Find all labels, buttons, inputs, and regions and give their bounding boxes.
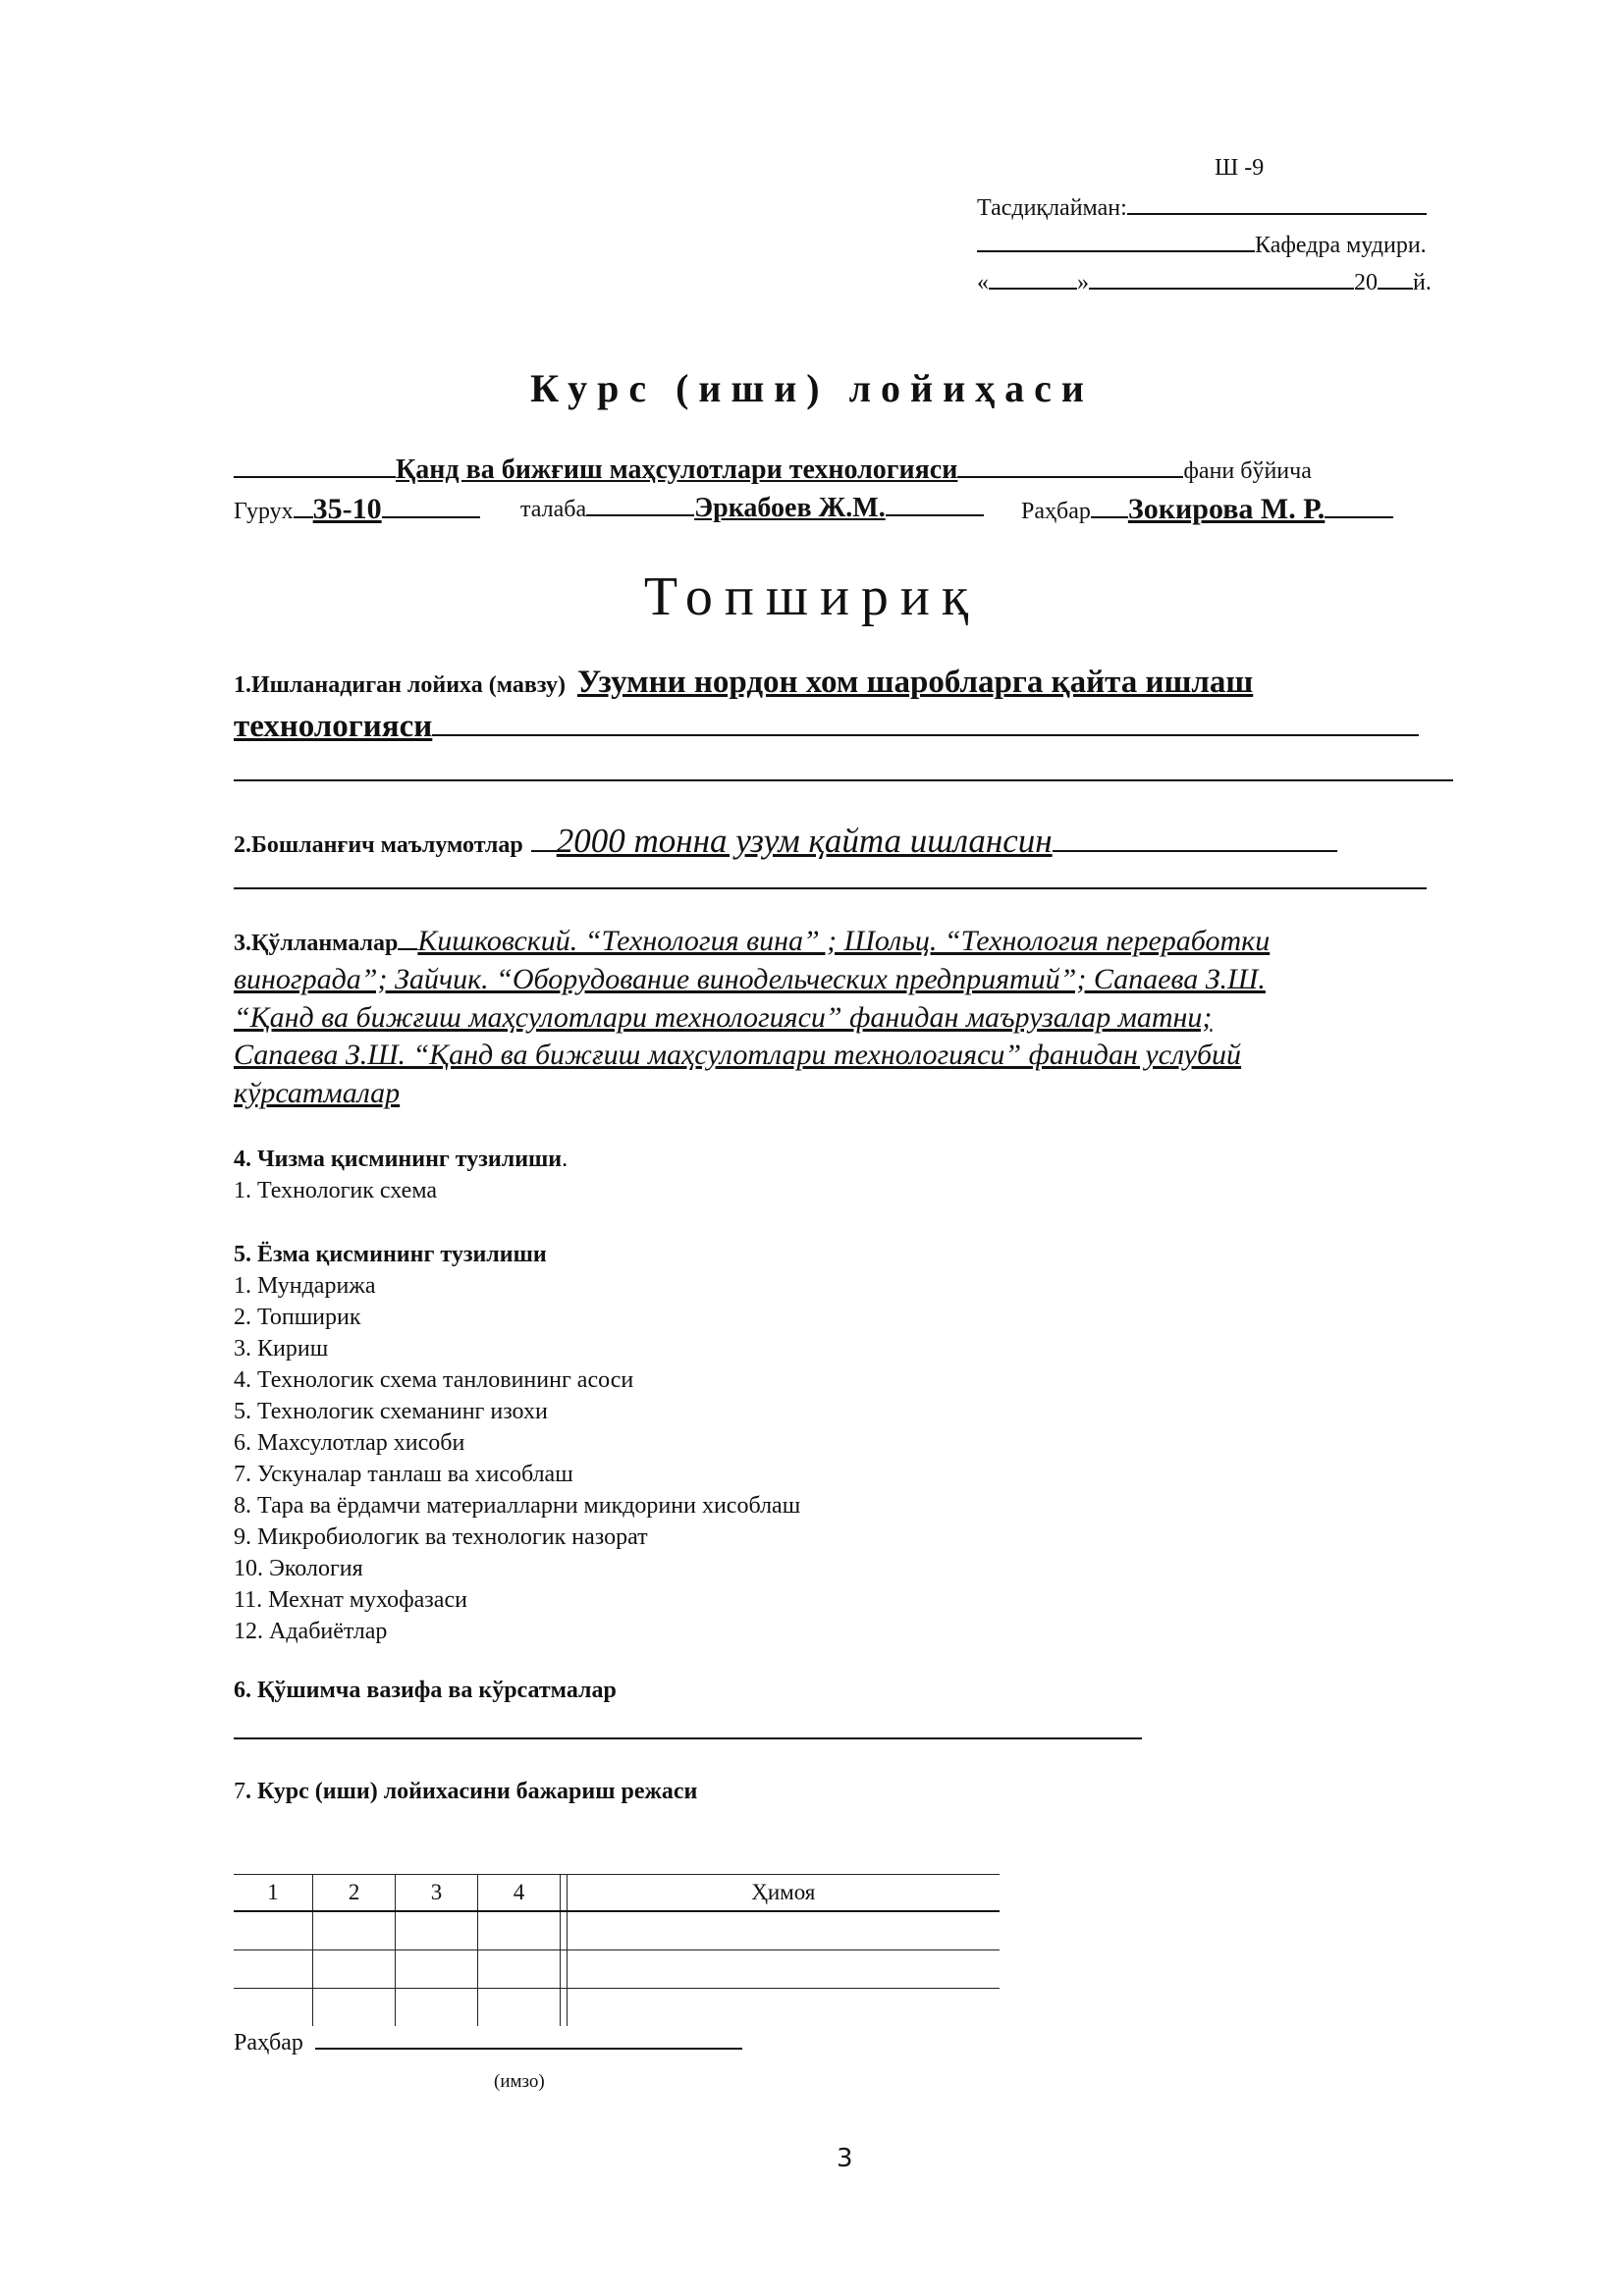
- date-open-quote: «: [977, 270, 989, 295]
- section7-heading: [234, 1779, 697, 1805]
- section5-item: 7. Ускуналар танлаш ва хисоблаш: [234, 1462, 573, 1487]
- approve-signature-line: [1127, 212, 1427, 215]
- schedule-col-header: 1: [234, 1875, 313, 1912]
- supervisor-value: Зокирова М. Р.: [1127, 493, 1326, 525]
- schedule-cell: [478, 1989, 561, 2027]
- section3-line1: [234, 925, 1270, 958]
- schedule-col-header: Ҳимоя: [567, 1875, 1000, 1912]
- supervisor-label: Раҳбар: [1021, 499, 1091, 524]
- section1-line2: [234, 709, 1419, 745]
- schedule-cell: [560, 1989, 567, 2027]
- supervisor-signature-line: [234, 2030, 742, 2056]
- student-field: [520, 493, 984, 524]
- schedule-cell: [313, 1950, 396, 1989]
- year-blank: [1378, 287, 1413, 290]
- schedule-col-header: 2: [313, 1875, 396, 1912]
- section5-item: 9. Микробиологик ва технологик назорат: [234, 1524, 648, 1550]
- section5-heading: 5. Ёзма қисмининг тузилиши: [234, 1242, 547, 1267]
- schedule-cell: [560, 1950, 567, 1989]
- section3-ref-line3: “Қанд ва бижғиш маҳсулотлари технологияси” фанидан маърузалар матни;: [234, 1001, 1213, 1034]
- signature-note: (имзо): [494, 2071, 545, 2092]
- student-value: Эркабоев Ж.М.: [694, 493, 886, 523]
- form-code: Ш -9: [1215, 155, 1265, 181]
- group-pre-line: [294, 515, 313, 518]
- subject-suffix: фани бўйича: [1183, 458, 1312, 484]
- task-title: Топшириқ: [643, 566, 981, 627]
- section7-number: 7: [234, 1779, 245, 1804]
- schedule-cell: [396, 1989, 478, 2027]
- date-close-quote: »: [1077, 270, 1089, 295]
- schedule-cell: [478, 1911, 561, 1950]
- year-prefix: 20: [1354, 270, 1378, 295]
- section3-ref-line1: Кишковский. “Технология вина” ; Шольц. “Технология переработки: [417, 925, 1271, 957]
- year-suffix: й.: [1413, 270, 1432, 295]
- section3-ref-line4: Сапаева З.Ш. “Қанд ва бижғиш маҳсулотлари технологияси” фанидан услубий: [234, 1039, 1242, 1071]
- department-head-label: Кафедра мудири.: [1255, 233, 1427, 258]
- schedule-cell: [234, 1911, 313, 1950]
- section4-label: 4. Чизма қисмининг тузилиши: [234, 1147, 563, 1172]
- schedule-row: [234, 1950, 1000, 1989]
- group-label: Гурух: [234, 499, 294, 524]
- section2-post-line: [1053, 849, 1337, 852]
- subject-line: [234, 454, 1461, 486]
- group-value: 35-10: [312, 493, 382, 525]
- schedule-cell: [567, 1950, 1000, 1989]
- section2-line: [234, 822, 1337, 861]
- section3-pre-line: [398, 947, 417, 950]
- schedule-cell: [567, 1911, 1000, 1950]
- document-title: Курс (иши) лойиҳаси: [530, 366, 1094, 410]
- approval-date-line: [977, 270, 1432, 296]
- schedule-cell: [567, 1989, 1000, 2027]
- group-post-line: [382, 515, 480, 518]
- schedule-row: [234, 1989, 1000, 2027]
- section5-item: 12. Адабиётлар: [234, 1619, 388, 1644]
- schedule-header-row: [234, 1875, 1000, 1912]
- head-signature-line: [977, 249, 1255, 252]
- section7-label: . Курс (иши) лойихасини бажариш режаси: [245, 1779, 698, 1804]
- section1-extra-line: [234, 779, 1453, 781]
- schedule-cell: [234, 1950, 313, 1989]
- day-blank: [989, 287, 1077, 290]
- section1-value-line2: технологияси: [234, 709, 433, 744]
- section5-item: 1. Мундарижа: [234, 1273, 376, 1299]
- section2-extra-line: [234, 887, 1427, 889]
- group-student-line: [234, 493, 480, 526]
- section5-item: 2. Топширик: [234, 1305, 361, 1330]
- supervisor-post-line: [1325, 515, 1393, 518]
- section4-item: 1. Технологик схема: [234, 1178, 437, 1203]
- page-number: 3: [837, 2144, 853, 2173]
- schedule-table: [234, 1874, 1000, 2026]
- subject-name: Қанд ва бижғиш маҳсулотлари технологияси: [396, 454, 958, 485]
- section4-label-tail: .: [562, 1147, 568, 1172]
- schedule-cell: [560, 1911, 567, 1950]
- schedule-row: [234, 1911, 1000, 1950]
- section6-line: [234, 1737, 1142, 1739]
- schedule-col-header: 4: [478, 1875, 561, 1912]
- section3-ref-line5: кўрсатмалар: [234, 1077, 401, 1109]
- section4-heading: [234, 1147, 568, 1173]
- schedule-cell: [396, 1911, 478, 1950]
- student-label: талаба: [520, 497, 587, 522]
- schedule-cell: [313, 1911, 396, 1950]
- section1-value-line1: Узумни нордон хом шаробларга қайта ишлаш: [577, 665, 1254, 700]
- section5-item: 10. Экология: [234, 1556, 363, 1581]
- section5-item: 11. Мехнат мухофазаси: [234, 1587, 467, 1613]
- approve-label: Тасдиқлайман:: [977, 195, 1127, 221]
- section5-item: 6. Махсулотлар хисоби: [234, 1430, 465, 1456]
- signature-blank: [315, 2047, 742, 2050]
- schedule-col-header: [560, 1875, 567, 1912]
- approval-line: [977, 195, 1427, 222]
- schedule-col-header: 3: [396, 1875, 478, 1912]
- month-blank: [1089, 287, 1354, 290]
- section6-heading: 6. Қўшимча вазифа ва кўрсатмалар: [234, 1678, 617, 1703]
- section1-line1: [234, 665, 1253, 701]
- department-head-line: [977, 233, 1427, 259]
- section5-item: 3. Кириш: [234, 1336, 329, 1362]
- student-pre-line: [586, 513, 694, 516]
- supervisor-pre-line: [1091, 515, 1128, 518]
- footer-supervisor-label: Раҳбар: [234, 2030, 303, 2056]
- schedule-cell: [478, 1950, 561, 1989]
- section3-ref-line2: винограда”; Зайчик. “Оборудование винодельческих предприятий”; Сапаева З.Ш.: [234, 963, 1266, 995]
- section2-label: 2.Бошланғич маълумотлар: [234, 832, 523, 858]
- section5-item: 5. Технологик схеманинг изохи: [234, 1399, 548, 1424]
- schedule-cell: [313, 1989, 396, 2027]
- section2-pre-line: [531, 849, 557, 852]
- subject-trailing-line: [957, 475, 1183, 478]
- section1-line2-fill: [432, 733, 1419, 736]
- student-post-line: [886, 513, 984, 516]
- schedule-cell: [396, 1950, 478, 1989]
- subject-leading-line: [234, 475, 396, 478]
- schedule-cell: [234, 1989, 313, 2027]
- section5-item: 4. Технологик схема танловининг асоси: [234, 1367, 634, 1393]
- section2-value: 2000 тонна узум қайта ишлансин: [556, 822, 1053, 860]
- supervisor-field: [1021, 493, 1393, 526]
- section1-label: 1.Ишланадиган лойиха (мавзу): [234, 672, 566, 698]
- section3-label: 3.Қўлланмалар: [234, 931, 399, 956]
- section5-item: 8. Тара ва ёрдамчи материалларни микдорини хисоблаш: [234, 1493, 801, 1519]
